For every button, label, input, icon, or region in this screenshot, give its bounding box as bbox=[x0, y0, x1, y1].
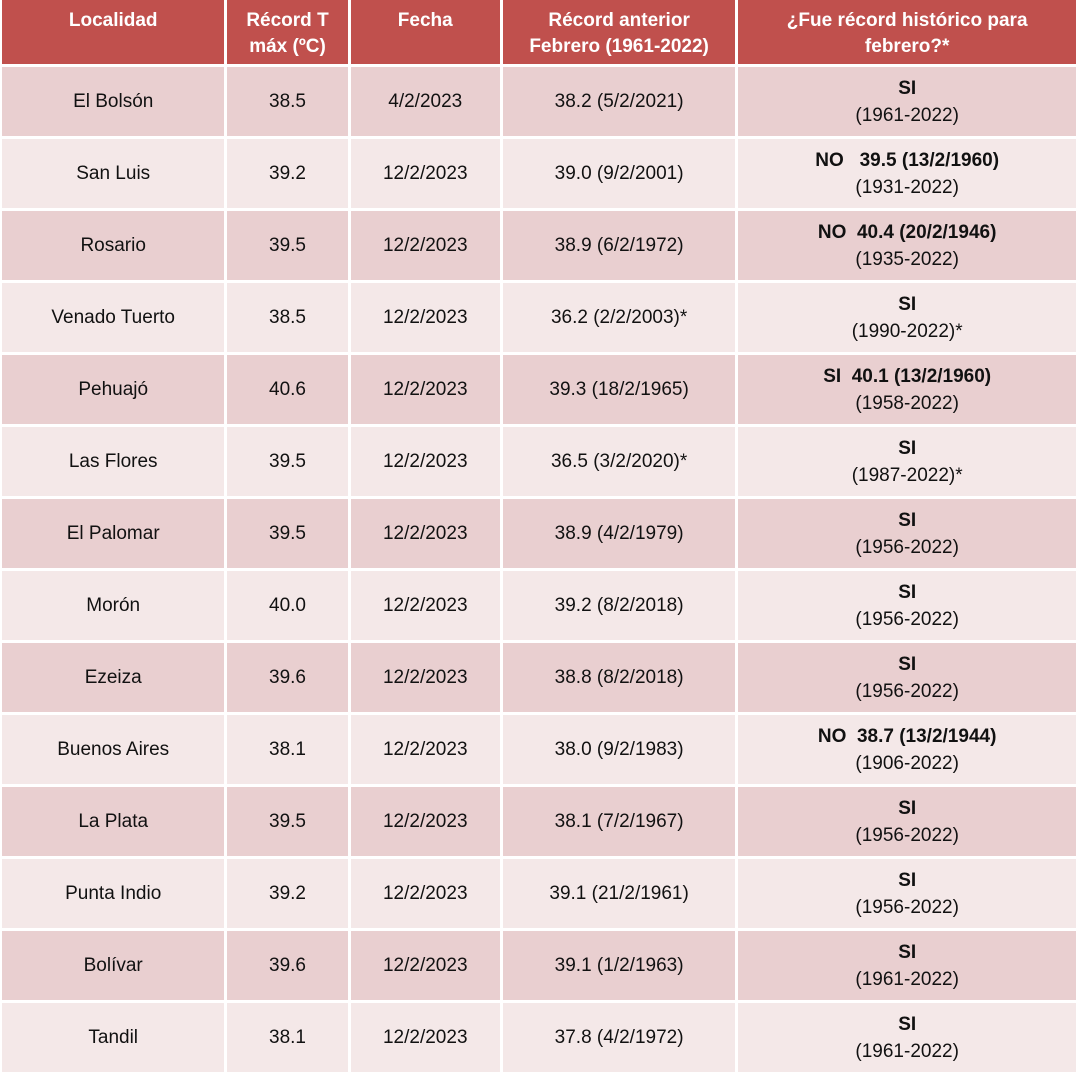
table-row bbox=[2, 211, 1076, 280]
table-row bbox=[2, 1003, 1076, 1072]
cell-historico bbox=[738, 427, 1076, 496]
historico-verdict: SI bbox=[898, 437, 917, 459]
historico-period: (1990-2022)* bbox=[851, 320, 963, 342]
cell-historico bbox=[738, 787, 1076, 856]
table-row bbox=[2, 571, 1076, 640]
cell-record-t: 39.5 bbox=[227, 499, 347, 568]
cell-historico bbox=[738, 571, 1076, 640]
historico-period: (1961-2022) bbox=[855, 1040, 959, 1062]
historico-verdict: SI bbox=[898, 1013, 917, 1035]
cell-historico bbox=[738, 1003, 1076, 1072]
header-historico bbox=[738, 0, 1076, 64]
historico-verdict: SI bbox=[898, 653, 917, 675]
header-record-anterior-label: Récord anterior Febrero (1961-2022) bbox=[529, 10, 709, 57]
cell-record-anterior: 39.2 (8/2/2018) bbox=[503, 571, 735, 640]
historico-period: (1956-2022) bbox=[855, 608, 959, 630]
cell-record-anterior: 38.9 (6/2/1972) bbox=[503, 211, 735, 280]
cell-fecha: 4/2/2023 bbox=[351, 67, 500, 136]
historico-verdict: SI bbox=[898, 293, 917, 315]
cell-localidad: Tandil bbox=[2, 1003, 224, 1072]
cell-historico bbox=[738, 643, 1076, 712]
cell-localidad: Rosario bbox=[2, 211, 224, 280]
cell-record-anterior: 36.2 (2/2/2003)* bbox=[503, 283, 735, 352]
table-row bbox=[2, 355, 1076, 424]
table-row bbox=[2, 499, 1076, 568]
cell-localidad: El Palomar bbox=[2, 499, 224, 568]
table-row bbox=[2, 139, 1076, 208]
historico-period: (1931-2022) bbox=[855, 176, 959, 198]
cell-localidad: Bolívar bbox=[2, 931, 224, 1000]
cell-fecha: 12/2/2023 bbox=[351, 859, 500, 928]
cell-localidad: Pehuajó bbox=[2, 355, 224, 424]
cell-record-anterior: 36.5 (3/2/2020)* bbox=[503, 427, 735, 496]
historico-verdict: SI bbox=[898, 941, 917, 963]
historico-period: (1987-2022)* bbox=[851, 464, 963, 486]
table-row bbox=[2, 67, 1076, 136]
header-historico-label: ¿Fue récord histórico para febrero?* bbox=[786, 10, 1028, 57]
cell-historico bbox=[738, 211, 1076, 280]
cell-fecha: 12/2/2023 bbox=[351, 499, 500, 568]
historico-verdict: SI bbox=[898, 869, 917, 891]
cell-record-anterior: 38.1 (7/2/1967) bbox=[503, 787, 735, 856]
header-fecha-label: Fecha bbox=[397, 10, 453, 31]
historico-verdict: NO 40.4 (20/2/1946) bbox=[817, 221, 997, 243]
table-row bbox=[2, 283, 1076, 352]
historico-verdict: NO 39.5 (13/2/1960) bbox=[815, 149, 1000, 171]
cell-localidad: Punta Indio bbox=[2, 859, 224, 928]
cell-localidad: San Luis bbox=[2, 139, 224, 208]
cell-record-anterior: 38.2 (5/2/2021) bbox=[503, 67, 735, 136]
table-row bbox=[2, 643, 1076, 712]
cell-fecha: 12/2/2023 bbox=[351, 787, 500, 856]
cell-localidad: Ezeiza bbox=[2, 643, 224, 712]
cell-record-anterior: 39.3 (18/2/1965) bbox=[503, 355, 735, 424]
cell-fecha: 12/2/2023 bbox=[351, 139, 500, 208]
cell-record-t: 40.6 bbox=[227, 355, 347, 424]
cell-fecha: 12/2/2023 bbox=[351, 355, 500, 424]
cell-localidad: Morón bbox=[2, 571, 224, 640]
historico-verdict: NO 38.7 (13/2/1944) bbox=[817, 725, 997, 747]
historico-verdict: SI bbox=[898, 509, 917, 531]
cell-record-anterior: 38.0 (9/2/1983) bbox=[503, 715, 735, 784]
historico-verdict: SI bbox=[898, 77, 917, 99]
table-body bbox=[2, 67, 1076, 1072]
cell-localidad: Venado Tuerto bbox=[2, 283, 224, 352]
cell-fecha: 12/2/2023 bbox=[351, 283, 500, 352]
cell-record-anterior: 39.0 (9/2/2001) bbox=[503, 139, 735, 208]
cell-fecha: 12/2/2023 bbox=[351, 931, 500, 1000]
header-record-anterior bbox=[503, 0, 735, 64]
header-record-t-label: Récord T máx (ºC) bbox=[246, 10, 329, 57]
header-record-t bbox=[227, 0, 347, 64]
cell-historico bbox=[738, 283, 1076, 352]
historico-period: (1935-2022) bbox=[855, 248, 959, 270]
cell-historico bbox=[738, 931, 1076, 1000]
cell-record-t: 39.5 bbox=[227, 787, 347, 856]
cell-historico bbox=[738, 859, 1076, 928]
historico-period: (1958-2022) bbox=[855, 392, 959, 414]
cell-localidad: El Bolsón bbox=[2, 67, 224, 136]
cell-record-t: 38.1 bbox=[227, 715, 347, 784]
cell-localidad: Buenos Aires bbox=[2, 715, 224, 784]
historico-period: (1956-2022) bbox=[855, 896, 959, 918]
cell-record-anterior: 37.8 (4/2/1972) bbox=[503, 1003, 735, 1072]
historico-period: (1956-2022) bbox=[855, 536, 959, 558]
cell-record-t: 38.5 bbox=[227, 67, 347, 136]
historico-verdict: SI bbox=[898, 581, 917, 603]
header-localidad bbox=[2, 0, 224, 64]
cell-fecha: 12/2/2023 bbox=[351, 1003, 500, 1072]
header-row bbox=[2, 0, 1076, 64]
cell-historico bbox=[738, 499, 1076, 568]
table-row bbox=[2, 859, 1076, 928]
historico-period: (1956-2022) bbox=[855, 680, 959, 702]
cell-record-t: 39.5 bbox=[227, 211, 347, 280]
historico-period: (1961-2022) bbox=[855, 104, 959, 126]
cell-record-anterior: 38.8 (8/2/2018) bbox=[503, 643, 735, 712]
historico-verdict: SI bbox=[898, 797, 917, 819]
cell-record-t: 39.5 bbox=[227, 427, 347, 496]
historico-period: (1906-2022) bbox=[855, 752, 959, 774]
cell-historico bbox=[738, 67, 1076, 136]
cell-localidad: La Plata bbox=[2, 787, 224, 856]
cell-fecha: 12/2/2023 bbox=[351, 715, 500, 784]
cell-record-t: 39.6 bbox=[227, 643, 347, 712]
cell-localidad: Las Flores bbox=[2, 427, 224, 496]
cell-fecha: 12/2/2023 bbox=[351, 643, 500, 712]
cell-record-anterior: 39.1 (21/2/1961) bbox=[503, 859, 735, 928]
cell-record-t: 39.2 bbox=[227, 139, 347, 208]
cell-historico bbox=[738, 715, 1076, 784]
cell-record-t: 38.1 bbox=[227, 1003, 347, 1072]
historico-period: (1956-2022) bbox=[855, 824, 959, 846]
cell-record-t: 39.2 bbox=[227, 859, 347, 928]
cell-historico bbox=[738, 139, 1076, 208]
cell-fecha: 12/2/2023 bbox=[351, 211, 500, 280]
header-localidad-label: Localidad bbox=[68, 10, 158, 31]
historico-period: (1961-2022) bbox=[855, 968, 959, 990]
cell-fecha: 12/2/2023 bbox=[351, 571, 500, 640]
table-header bbox=[2, 0, 1076, 64]
historico-verdict: SI 40.1 (13/2/1960) bbox=[823, 365, 992, 387]
cell-record-t: 39.6 bbox=[227, 931, 347, 1000]
cell-record-anterior: 38.9 (4/2/1979) bbox=[503, 499, 735, 568]
cell-record-t: 38.5 bbox=[227, 283, 347, 352]
table-row bbox=[2, 931, 1076, 1000]
cell-fecha: 12/2/2023 bbox=[351, 427, 500, 496]
table-row bbox=[2, 787, 1076, 856]
cell-record-t: 40.0 bbox=[227, 571, 347, 640]
header-fecha bbox=[351, 0, 500, 64]
table-row bbox=[2, 427, 1076, 496]
table-row bbox=[2, 715, 1076, 784]
cell-record-anterior: 39.1 (1/2/1963) bbox=[503, 931, 735, 1000]
cell-historico bbox=[738, 355, 1076, 424]
